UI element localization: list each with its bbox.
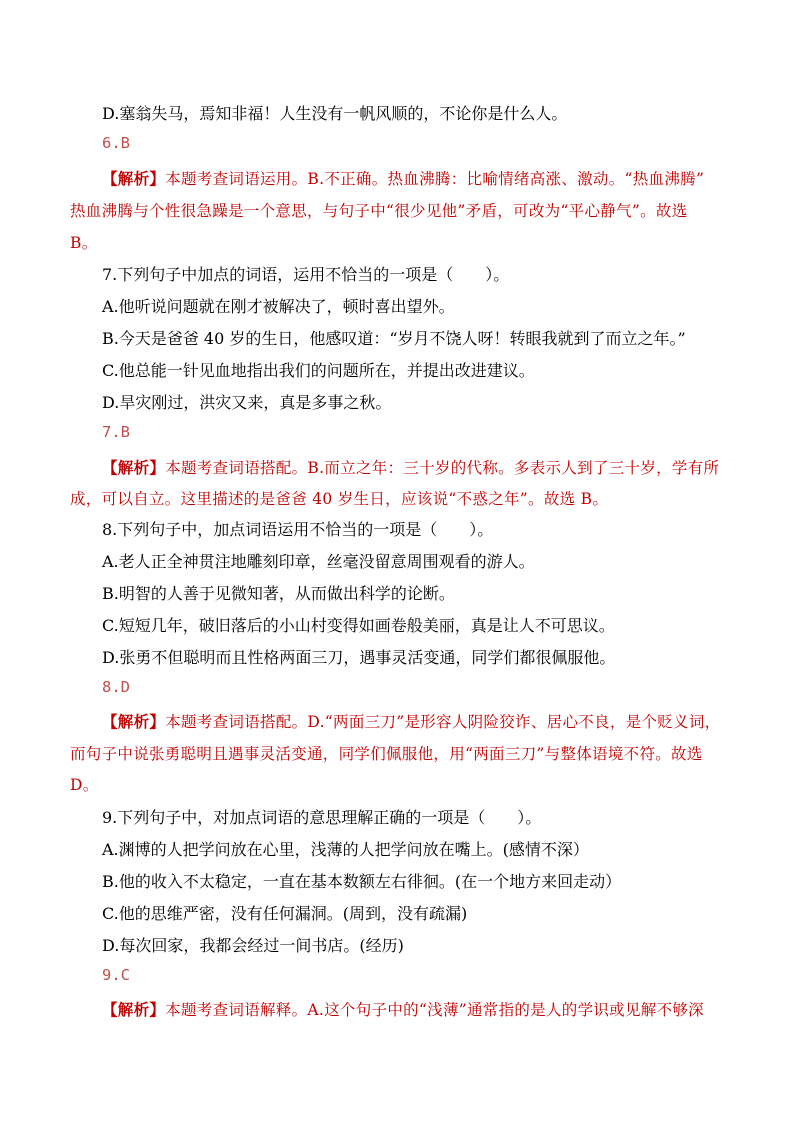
question-7-option-a: A.他听说问题就在刚才被解决了，顿时喜出望外。 (102, 297, 455, 316)
question-7-option-d: D.旱灾刚过，洪灾又来，真是多事之秋。 (102, 393, 392, 412)
question-8-option-b: B.明智的人善于见微知著，从而做出科学的论断。 (102, 584, 455, 603)
explanation-6-line-3: B。 (70, 234, 98, 252)
explanation-8-line-1: 【解析】本题考查词语搭配。D.“两面三刀”是形容人阴险狡诈、居心不良，是个贬义词， (102, 712, 721, 731)
explanation-7-line-2: 成，可以自立。这里描述的是爸爸 40 岁生日，应该说“不惑之年”。故选 B。 (70, 490, 609, 508)
explanation-7-line-1: 【解析】本题考查词语搭配。B.而立之年：三十岁的代称。多表示人到了三十岁，学有所 (102, 458, 720, 477)
question-9-option-a: A.渊博的人把学问放在心里，浅薄的人把学问放在嘴上。(感情不深） (102, 840, 589, 859)
question-9-option-b: B.他的收入不太稳定，一直在基本数额左右徘徊。(在一个地方来回走动） (102, 872, 622, 891)
answer-9: 9.C (102, 966, 130, 984)
question-7-option-b: B.今天是爸爸 40 岁的生日，他感叹道：“岁月不饶人呀！转眼我就到了而立之年。” (102, 329, 686, 348)
answer-7: 7.B (102, 423, 130, 441)
answer-6: 6.B (102, 134, 130, 152)
question-8-option-a: A.老人正全神贯注地雕刻印章，丝毫没留意周围观看的游人。 (102, 552, 535, 571)
question-7-stem: 7.下列句子中加点的词语，运用不恰当的一项是（ ）。 (102, 265, 510, 284)
explanation-9-line-1: 【解析】本题考查词语解释。A.这个句子中的“浅薄”通常指的是人的学识或见解不够深 (102, 1000, 704, 1019)
question-8-option-d: D.张勇不但聪明而且性格两面三刀，遇事灵活变通，同学们都很佩服他。 (102, 648, 616, 667)
question-9-option-c: C.他的思维严密，没有任何漏洞。(周到，没有疏漏) (102, 904, 468, 923)
question-8-stem: 8.下列句子中，加点词语运用不恰当的一项是（ ）。 (102, 520, 494, 539)
explanation-8-line-2: 而句子中说张勇聪明且遇事灵活变通，同学们佩服他，用“两面三刀”与整体语境不符。故选 (70, 745, 703, 763)
question-9-stem: 9.下列句子中，对加点词语的意思理解正确的一项是（ ）。 (102, 808, 542, 827)
option-d-q6: D.塞翁失马，焉知非福！人生没有一帆风顺的，不论你是什么人。 (102, 104, 568, 123)
explanation-6-line-2: 热血沸腾与个性很急躁是一个意思，与句子中“很少见他”矛盾，可改为“平心静气”。故选 (70, 202, 688, 220)
question-9-option-d: D.每次回家，我都会经过一间书店。(经历) (102, 936, 404, 955)
answer-8: 8.D (102, 678, 130, 696)
question-8-option-c: C.短短几年，破旧落后的小山村变得如画卷般美丽，真是让人不可思议。 (102, 616, 615, 635)
question-7-option-c: C.他总能一针见血地指出我们的问题所在，并提出改进建议。 (102, 361, 535, 380)
explanation-6-line-1: 【解析】本题考查词语运用。B.不正确。热血沸腾：比喻情绪高涨、激动。“热血沸腾” (102, 169, 705, 188)
explanation-8-line-3: D。 (70, 776, 99, 794)
